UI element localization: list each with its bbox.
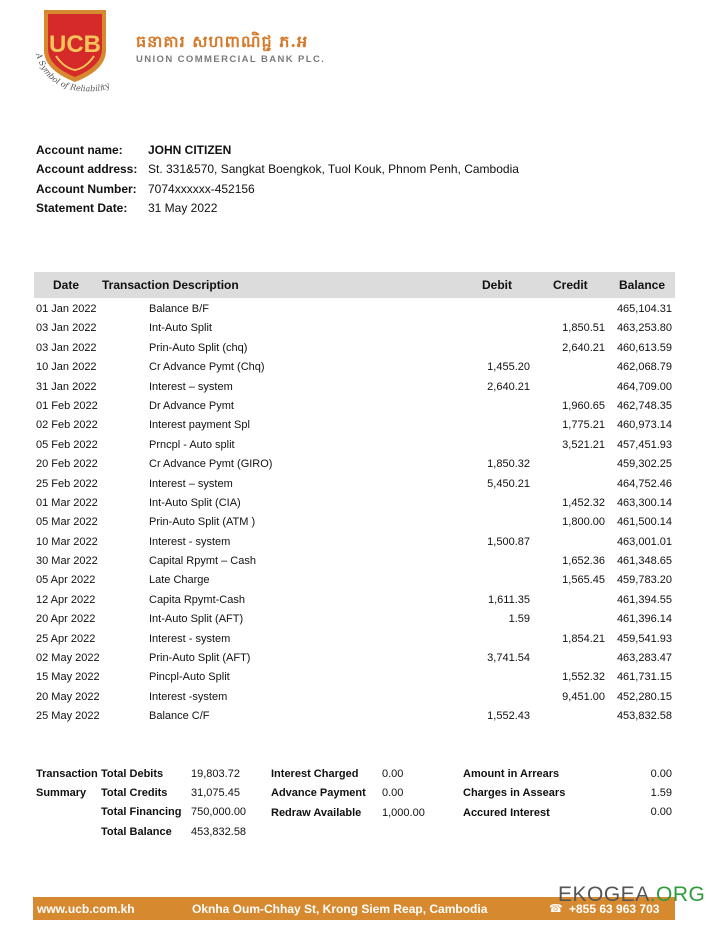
- total-balance-label: Total Balance: [101, 826, 172, 838]
- logo-text: UCB: [49, 31, 101, 58]
- table-row: [0, 455, 706, 474]
- row-date: 10 Mar 2022: [36, 535, 98, 548]
- total-credits-label: Total Credits: [101, 787, 168, 799]
- table-row: [0, 319, 706, 338]
- amount-in-arrears-value: 0.00: [650, 768, 672, 780]
- watermark-domain: .ORG: [649, 883, 706, 906]
- row-date: 03 Jan 2022: [36, 341, 97, 354]
- row-date: 05 Feb 2022: [36, 438, 98, 451]
- row-balance: 463,283.47: [616, 652, 672, 665]
- row-date: 05 Mar 2022: [36, 516, 98, 529]
- row-description: Int-Auto Split: [149, 322, 212, 335]
- header-date: Date: [53, 278, 80, 292]
- table-row: [0, 397, 706, 416]
- row-debit: 1,850.32: [487, 458, 530, 471]
- table-row: [0, 358, 706, 377]
- row-date: 02 Feb 2022: [36, 419, 98, 432]
- row-description: Interest -system: [149, 690, 228, 703]
- row-description: Capita Rpymt-Cash: [149, 593, 245, 606]
- row-credit: 1,960.65: [562, 399, 605, 412]
- row-date: 25 May 2022: [36, 710, 100, 723]
- table-row: [0, 416, 706, 435]
- row-credit: 1,565.45: [562, 574, 605, 587]
- row-debit: 2,640.21: [487, 380, 530, 393]
- account-info: [36, 140, 519, 218]
- transaction-table-header: [34, 272, 675, 298]
- row-balance: 460,973.14: [616, 419, 672, 432]
- row-description: Late Charge: [149, 574, 210, 587]
- row-description: Prncpl - Auto split: [149, 438, 235, 451]
- charges-in-arrears-value: 1.59: [650, 787, 672, 799]
- row-balance: 452,280.15: [616, 690, 672, 703]
- row-date: 20 Apr 2022: [36, 613, 96, 626]
- table-row: [0, 436, 706, 455]
- row-credit: 1,854.21: [562, 632, 605, 645]
- footer-website[interactable]: www.ucb.com.kh: [37, 902, 135, 916]
- row-credit: 1,850.51: [562, 322, 605, 335]
- table-row: [0, 475, 706, 494]
- row-date: 01 Feb 2022: [36, 399, 98, 412]
- account-number: 7074xxxxxx-452156: [148, 181, 255, 196]
- row-balance: 464,752.46: [616, 477, 672, 490]
- row-balance: 463,300.14: [616, 496, 672, 509]
- bank-name-khmer: ធនាគារ សហពាណិជ្ជ ភ.អ: [136, 32, 309, 51]
- row-description: Interest payment Spl: [149, 419, 250, 432]
- row-date: 15 May 2022: [36, 671, 100, 684]
- row-date: 03 Jan 2022: [36, 322, 97, 335]
- total-credits-value: 31,075.45: [191, 787, 240, 799]
- advance-payment-label: Advance Payment: [271, 787, 366, 799]
- table-row: [0, 571, 706, 590]
- row-description: Prin-Auto Split (chq): [149, 341, 248, 354]
- table-row: [0, 300, 706, 319]
- amount-in-arrears-label: Amount in Arrears: [463, 768, 560, 780]
- row-balance: 460,613.59: [616, 341, 672, 354]
- row-date: 31 Jan 2022: [36, 380, 97, 393]
- row-description: Dr Advance Pymt: [149, 399, 234, 412]
- row-date: 25 Feb 2022: [36, 477, 98, 490]
- table-row: [0, 707, 706, 726]
- row-balance: 464,709.00: [616, 380, 672, 393]
- footer-address: Oknha Oum-Chhay St, Krong Siem Reap, Cambodia: [192, 902, 488, 916]
- total-debits-value: 19,803.72: [191, 768, 240, 780]
- accrued-interest-label: Accured Interest: [463, 807, 550, 819]
- summary-label-1: Transaction: [36, 768, 98, 780]
- table-row: [0, 513, 706, 532]
- redraw-available-value: 1,000.00: [382, 807, 425, 819]
- row-credit: 9,451.00: [562, 690, 605, 703]
- row-balance: 463,253.80: [616, 322, 672, 335]
- row-debit: 3,741.54: [487, 652, 530, 665]
- row-credit: 2,640.21: [562, 341, 605, 354]
- row-balance: 453,832.58: [616, 710, 672, 723]
- row-balance: 457,451.93: [616, 438, 672, 451]
- row-date: 01 Jan 2022: [36, 303, 97, 315]
- account-address: St. 331&570, Sangkat Boengkok, Tuol Kouk, Phnom Penh, Cambodia: [148, 162, 519, 177]
- row-balance: 459,783.20: [616, 574, 672, 587]
- redraw-available-label: Redraw Available: [271, 807, 362, 819]
- row-balance: 465,104.31: [616, 303, 672, 315]
- row-balance: 461,348.65: [616, 555, 672, 568]
- total-financing-label: Total Financing: [101, 806, 182, 818]
- header-description: Transaction Description: [102, 278, 239, 292]
- row-description: Interest - system: [149, 535, 231, 548]
- table-row: [0, 630, 706, 649]
- row-description: Int-Auto Split (AFT): [149, 613, 244, 626]
- footer-phone: +855 63 963 703: [569, 902, 660, 916]
- row-credit: 1,652.36: [562, 555, 605, 568]
- row-credit: 1,452.32: [562, 496, 605, 509]
- total-balance-value: 453,832.58: [191, 826, 247, 838]
- row-balance: 462,748.35: [616, 399, 672, 412]
- row-debit: 1,611.35: [487, 593, 530, 606]
- row-description: Cr Advance Pymt (GIRO): [149, 458, 273, 471]
- row-credit: 1,552.32: [562, 671, 605, 684]
- statement-date-label: Statement Date:: [36, 201, 128, 216]
- row-debit: 1,455.20: [487, 361, 530, 374]
- interest-charged-label: Interest Charged: [271, 768, 359, 780]
- account-name: JOHN CITIZEN: [148, 142, 232, 157]
- table-row: [0, 552, 706, 571]
- row-description: Prin-Auto Split (ATM ): [149, 516, 256, 529]
- row-balance: 461,500.14: [616, 516, 672, 529]
- table-row: [0, 591, 706, 610]
- transaction-table-body: [0, 300, 706, 727]
- row-credit: 1,800.00: [562, 516, 605, 529]
- row-description: Balance B/F: [149, 303, 209, 315]
- table-row: [0, 378, 706, 397]
- row-date: 25 Apr 2022: [36, 632, 96, 645]
- accrued-interest-value: 0.00: [650, 806, 672, 818]
- table-row: [0, 533, 706, 552]
- row-balance: 461,394.55: [616, 593, 672, 606]
- table-row: [0, 494, 706, 513]
- row-balance: 459,541.93: [616, 632, 672, 645]
- row-balance: 462,068.79: [616, 361, 672, 374]
- table-row: [0, 649, 706, 668]
- phone-icon: ☎: [549, 903, 563, 915]
- row-date: 10 Jan 2022: [36, 361, 97, 374]
- row-debit: 1.59: [508, 613, 530, 626]
- header-credit: Credit: [553, 278, 588, 292]
- row-description: Interest - system: [149, 632, 231, 645]
- row-date: 20 Feb 2022: [36, 458, 98, 471]
- logo-tagline: A Symbol of Reliability: [34, 51, 112, 94]
- row-balance: 463,001.01: [616, 535, 672, 548]
- row-description: Interest – system: [149, 380, 233, 393]
- table-row: [0, 339, 706, 358]
- row-balance: 461,396.14: [616, 613, 672, 626]
- row-description: Capital Rpymt – Cash: [149, 555, 256, 568]
- row-date: 05 Apr 2022: [36, 574, 96, 587]
- row-description: Int-Auto Split (CIA): [149, 496, 241, 509]
- row-credit: 3,521.21: [562, 438, 605, 451]
- table-row: [0, 688, 706, 707]
- watermark: [558, 883, 705, 907]
- row-description: Interest – system: [149, 477, 233, 490]
- row-date: 01 Mar 2022: [36, 496, 98, 509]
- row-balance: 461,731.15: [616, 671, 672, 684]
- interest-charged-value: 0.00: [382, 768, 404, 780]
- row-date: 02 May 2022: [36, 652, 100, 665]
- summary-label-2: Summary: [36, 787, 87, 799]
- table-row: [0, 668, 706, 687]
- header-debit: Debit: [482, 278, 512, 292]
- row-date: 12 Apr 2022: [36, 593, 96, 606]
- account-number-label: Account Number:: [36, 181, 137, 196]
- advance-payment-value: 0.00: [382, 787, 404, 799]
- table-row: [0, 610, 706, 629]
- account-name-label: Account name:: [36, 142, 123, 157]
- row-debit: 5,450.21: [487, 477, 530, 490]
- row-description: Prin-Auto Split (AFT): [149, 652, 251, 665]
- account-address-label: Account address:: [36, 162, 138, 177]
- ucb-logo: [34, 6, 134, 96]
- total-financing-value: 750,000.00: [191, 806, 247, 818]
- row-debit: 1,500.87: [487, 535, 530, 548]
- row-date: 20 May 2022: [36, 690, 100, 703]
- statement-date: 31 May 2022: [148, 201, 218, 216]
- charges-in-arrears-label: Charges in Assears: [463, 787, 566, 799]
- header-balance: Balance: [619, 278, 666, 292]
- row-debit: 1,552.43: [487, 710, 530, 723]
- watermark-text: EKOGEA: [558, 883, 650, 906]
- row-balance: 459,302.25: [616, 458, 672, 471]
- row-description: Balance C/F: [149, 710, 210, 723]
- total-debits-label: Total Debits: [101, 768, 164, 780]
- row-description: Pincpl-Auto Split: [149, 671, 230, 684]
- row-description: Cr Advance Pymt (Chq): [149, 361, 265, 374]
- row-credit: 1,775.21: [562, 419, 605, 432]
- row-date: 30 Mar 2022: [36, 555, 98, 568]
- bank-name-english: UNION COMMERCIAL BANK PLC.: [136, 54, 326, 65]
